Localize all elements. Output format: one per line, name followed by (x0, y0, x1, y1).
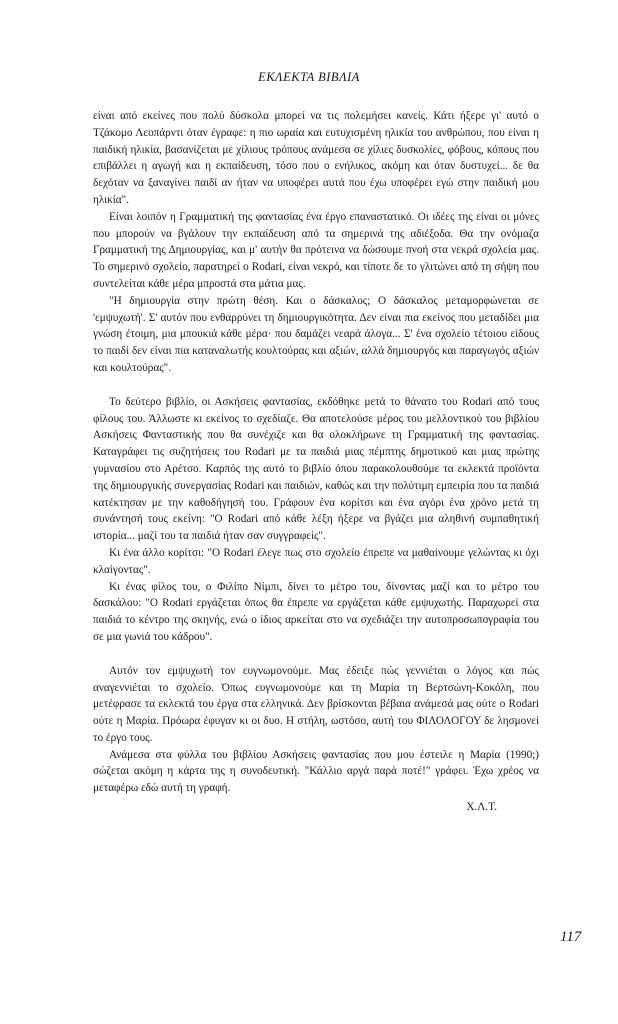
page-number: 117 (560, 929, 582, 945)
paragraph: "Η δημιουργία στην πρώτη θέση. Και ο δάσκαλος; Ο δάσκαλος μεταμορφώνεται σε 'εμψυχωτή'. Σ' αυτόν που ενθαρρύνει τη δημιουργικότητα. Δεν είναι πια εκείνος που μεταδίδει μια γνώση έτοιμη, μια μπουκιά κάθε μέρα· που δαμάζει νεαρά άλογα... Σ' ένα σχολείο τέτοιου είδους το παιδί δεν είναι πια καταναλωτής κουλτούρας και αξιών, αλλά δημιουργός και παραγωγός αξιών και κουλτούρας". (93, 294, 539, 374)
paragraph: Ανάμεσα στα φύλλα του βιβλίου Ασκήσεις φαντασίας που μου έστειλε η Μαρία (1990;) σώζεται ακόμη η κάρτα της η συνοδευτική. "Κάλλιο αργά παρά ποτέ!" γράφει. Έχω χρέος να μεταφέρω εδώ αυτή τη γραφή. (93, 748, 539, 795)
author-signature: Χ.Λ.Τ. (466, 801, 497, 814)
paragraph: Είναι λοιπόν η Γραμματική της φαντασίας ένα έργο επαναστατικό. Οι ιδέες της είναι οι μόνες που μπορούν να βγάλουν την εκπαίδευση από τα σημερινά της αδιέξοδα. Θα την ονόμαζα Γραμματική της Δημιουργίας, και μ' αυτήν θα πρότεινα να δώσουμε πνοή στα νεκρά σχολεία μας. Το σημερινό σχολείο, παρατηρεί ο Rodari, είναι νεκρό, και τίποτε δε το γλιτώνει από τη σήψη που συντελείται κάθε μέρα μπροστά στα μάτια μας. (93, 210, 539, 290)
paragraph: Κι ένα άλλο κορίτσι: "Ο Rodari έλεγε πως στο σχολείο έπρεπε να μαθαίνουμε γελώντας κι όχι κλαίγοντας". (93, 546, 539, 576)
paragraph: Το δεύτερο βιβλίο, οι Ασκήσεις φαντασίας, εκδόθηκε μετά το θάνατο του Rodari από τους φίλους του. Άλλωστε κι εκείνος το σχεδίαζε. Θα αποτελούσε μέρος του μελλοντικού του βιβλίου Ασκήσεις Φανταστικής που θα συνέχιζε και θα ολοκλήρωνε τη Γραμματική της φαντασίας. Καταγράφει τις συζητήσεις του Rodari με τα παιδιά μιας πέμπτης δημοτικού και μιας πρώτης γυμνασίου στο Αρέτσο. Καρπός της αυτό το βιβλίο όπου παρακολουθούμε τα εκλεκτά προϊόντα της δημιουργικής συνεργασίας Rodari και παιδιών, καθώς και την πολύτιμη εμπειρία που τα παιδιά κατέκτησαν με την καθοδήγησή του. Γράφουν ένα κορίτσι και ένα αγόρι ένα χρόνο μετά τη συνάντησή τους εκείνη: "Ο Rodari από κάθε λέξη ήξερε να βγάζει μια αληθινή συμπαθητική ιστορία... μαζί του τα παιδιά ήταν σαν συγγραφείς". (93, 395, 539, 543)
section-gap (93, 377, 539, 394)
section-gap (93, 646, 539, 663)
paragraph: Αυτόν τον εμψυχωτή τον ευγνωμονούμε. Μας έδειξε πώς γεννιέται ο λόγος και πώς αναγεννιέται το σχολείο. Όπως ευγνωμονούμε και τη Μαρία τη Βερτσώνη-Κοκόλη, που μετέφρασε τα εκλεκτά του έργα στα ελληνικά. Δεν βρίσκονται βέβαια ανάμεσά μας ούτε ο Rodari ούτε η Μαρία. Πρόωρα έφυγαν κι οι δυο. Η στήλη, ωστόσο, αυτή του ΦΙΛΟΛΟΓΟΥ δε λησμονεί το έργο τους. (93, 664, 539, 744)
article-body (93, 108, 539, 816)
running-title: ΕΚΛΕΚΤΑ ΒΙΒΛΙΑ (258, 70, 360, 84)
paragraph: είναι από εκείνες που πολύ δύσκολα μπορεί να τις πολεμήσει κανείς. Κάτι ήξερε γι' αυτό ο Τζάκομο Λεοπάρντι όταν έγραφε: η πιο ωραία και ευτυχισμένη ηλικία του ανθρώπου, που είναι η παιδική ηλικία, βασανίζεται με χίλιους τρόπους ανάμεσα σε χίλιες δυσκολίες, φόβους, κόπους που επιβάλλει η αγωγή και η εκπαίδευση, τόσο που ο ενήλικος, ακόμη και όταν δυστυχεί... δε θα δεχόταν να ξαναγίνει παιδί αν ήταν να υποφέρει αυτά που έχω υποφέρει εγώ στην παιδική μου ηλικία". (93, 110, 539, 206)
paragraph: Κι ένας φίλος του, ο Φιλίπο Νίμπι, δίνει το μέτρο του, δίνοντας μαζί και το μέτρο του δασκάλου: "Ο Rodari εργάζεται όπως θα έπρεπε να εργάζεται κάθε εμψυχωτής. Παραχωρεί στα παιδιά το κέντρο της σκηνής, ενώ ο ίδιος αρκείται στο να σχεδιάζει την αυτοπροσωπογραφία του σε μια γωνιά του κάδρου". (93, 580, 539, 643)
